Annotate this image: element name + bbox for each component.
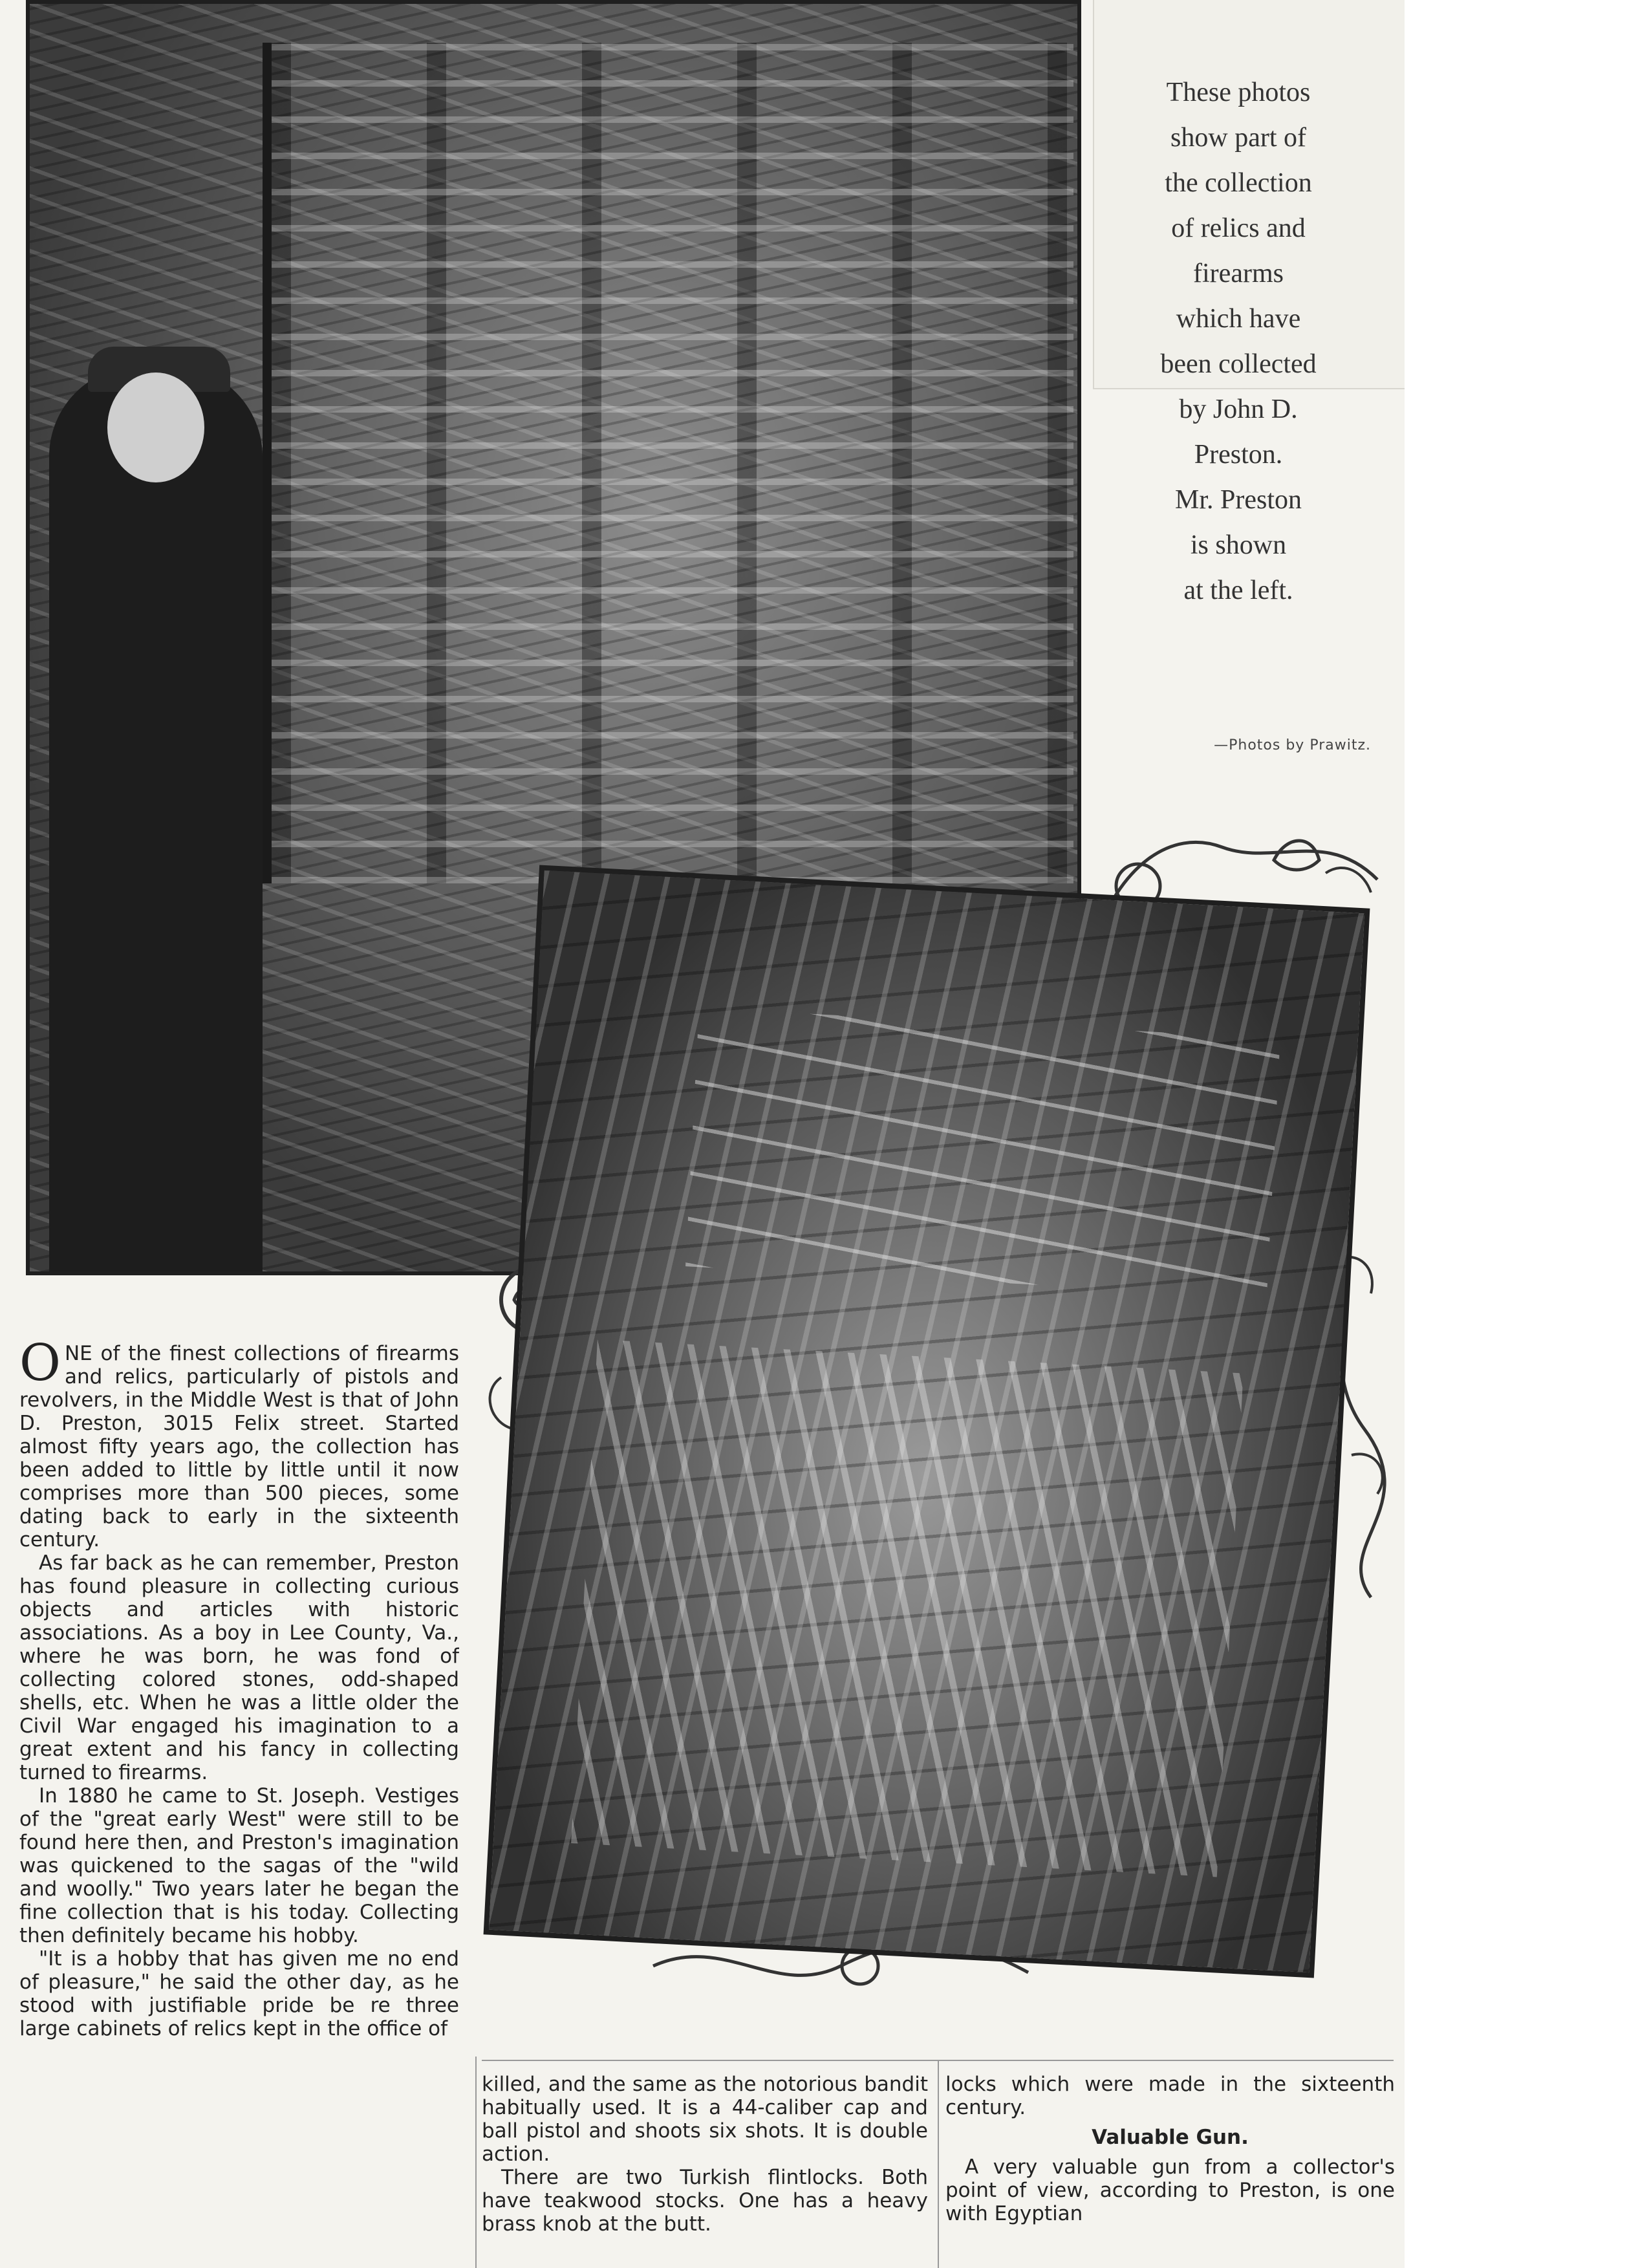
caption-line: by John D. <box>1179 394 1298 424</box>
photo-credit: —Photos by Prawitz. <box>1214 737 1371 753</box>
article-paragraph: A very valuable gun from a collector's point of view, according to Preston, is one with Egyptian <box>945 2155 1395 2225</box>
man-figure <box>49 366 263 1271</box>
caption-line: of relics and <box>1171 213 1306 243</box>
rifle-rows <box>571 1339 1243 1877</box>
caption-line: show part of <box>1170 123 1306 153</box>
head-shape <box>107 373 204 482</box>
article-paragraph: killed, and the same as the notorious bandit habitually used. It is a 44-caliber cap and ball pistol and shoots six shots. It is double action. <box>482 2073 928 2166</box>
article-column-2 <box>482 2073 928 2268</box>
article-paragraph: In 1880 he came to St. Joseph. Vestiges of the "great early West" were still to be found here then, and Preston's imagination was quickened to the sagas of the "wild and woolly." Two years later he began the fine collection that is his today. Collecting then definitely became his hobby. <box>19 1784 459 1947</box>
drop-cap: O <box>19 1342 61 1392</box>
caption-line: been collected <box>1160 349 1317 379</box>
article-paragraph: "It is a hobby that has given me no end of pleasure," he said the other day, as he stood with justifiable pride be re three large cabinets of relics kept in the office of <box>19 1947 459 2040</box>
caption-line: the collection <box>1165 168 1312 198</box>
column-divider <box>475 2057 477 2268</box>
article-paragraph: As far back as he can remember, Preston has found pleasure in collecting curious objects and articles with historic associations. As a boy in Lee County, Va., where he was born, he was fond of collecting colored stones, odd-shaped shells, etc. When he was a little older the Civil War engaged his imagination to a great extent and his fancy in collecting turned to firearms. <box>19 1551 459 1784</box>
article-subheading: Valuable Gun. <box>1092 2126 1249 2149</box>
caption-line: is shown <box>1190 530 1287 560</box>
photo-caption <box>1099 70 1377 613</box>
caption-line: at the left. <box>1183 576 1293 605</box>
article-paragraph: There are two Turkish flintlocks. Both have teakwood stocks. One has a heavy brass knob at the butt. <box>482 2166 928 2236</box>
article-paragraph: NE of the finest collections of firearms and relics, particularly of pistols and revolvers, in the Middle West is that of John D. Preston, 3015 Felix street. Started almost fifty years ago, the collection has been added to little by little until it now comprises more than 500 pieces, some dating back to early in the sixteenth century. <box>19 1342 459 1551</box>
caption-line: These photos <box>1166 78 1311 107</box>
photo-rifle-cabinet <box>484 865 1370 1978</box>
caption-line: Preston. <box>1194 440 1283 470</box>
article-column-1 <box>19 1342 459 2268</box>
caption-line: which have <box>1176 304 1301 334</box>
article-paragraph: locks which were made in the sixteenth century. <box>945 2073 1395 2119</box>
article-column-3 <box>945 2073 1395 2268</box>
column-divider <box>938 2060 939 2268</box>
caption-line: firearms <box>1193 259 1284 288</box>
caption-line: Mr. Preston <box>1174 485 1302 515</box>
pistol-display-wall <box>263 43 1073 883</box>
gun-rack <box>685 1008 1280 1297</box>
